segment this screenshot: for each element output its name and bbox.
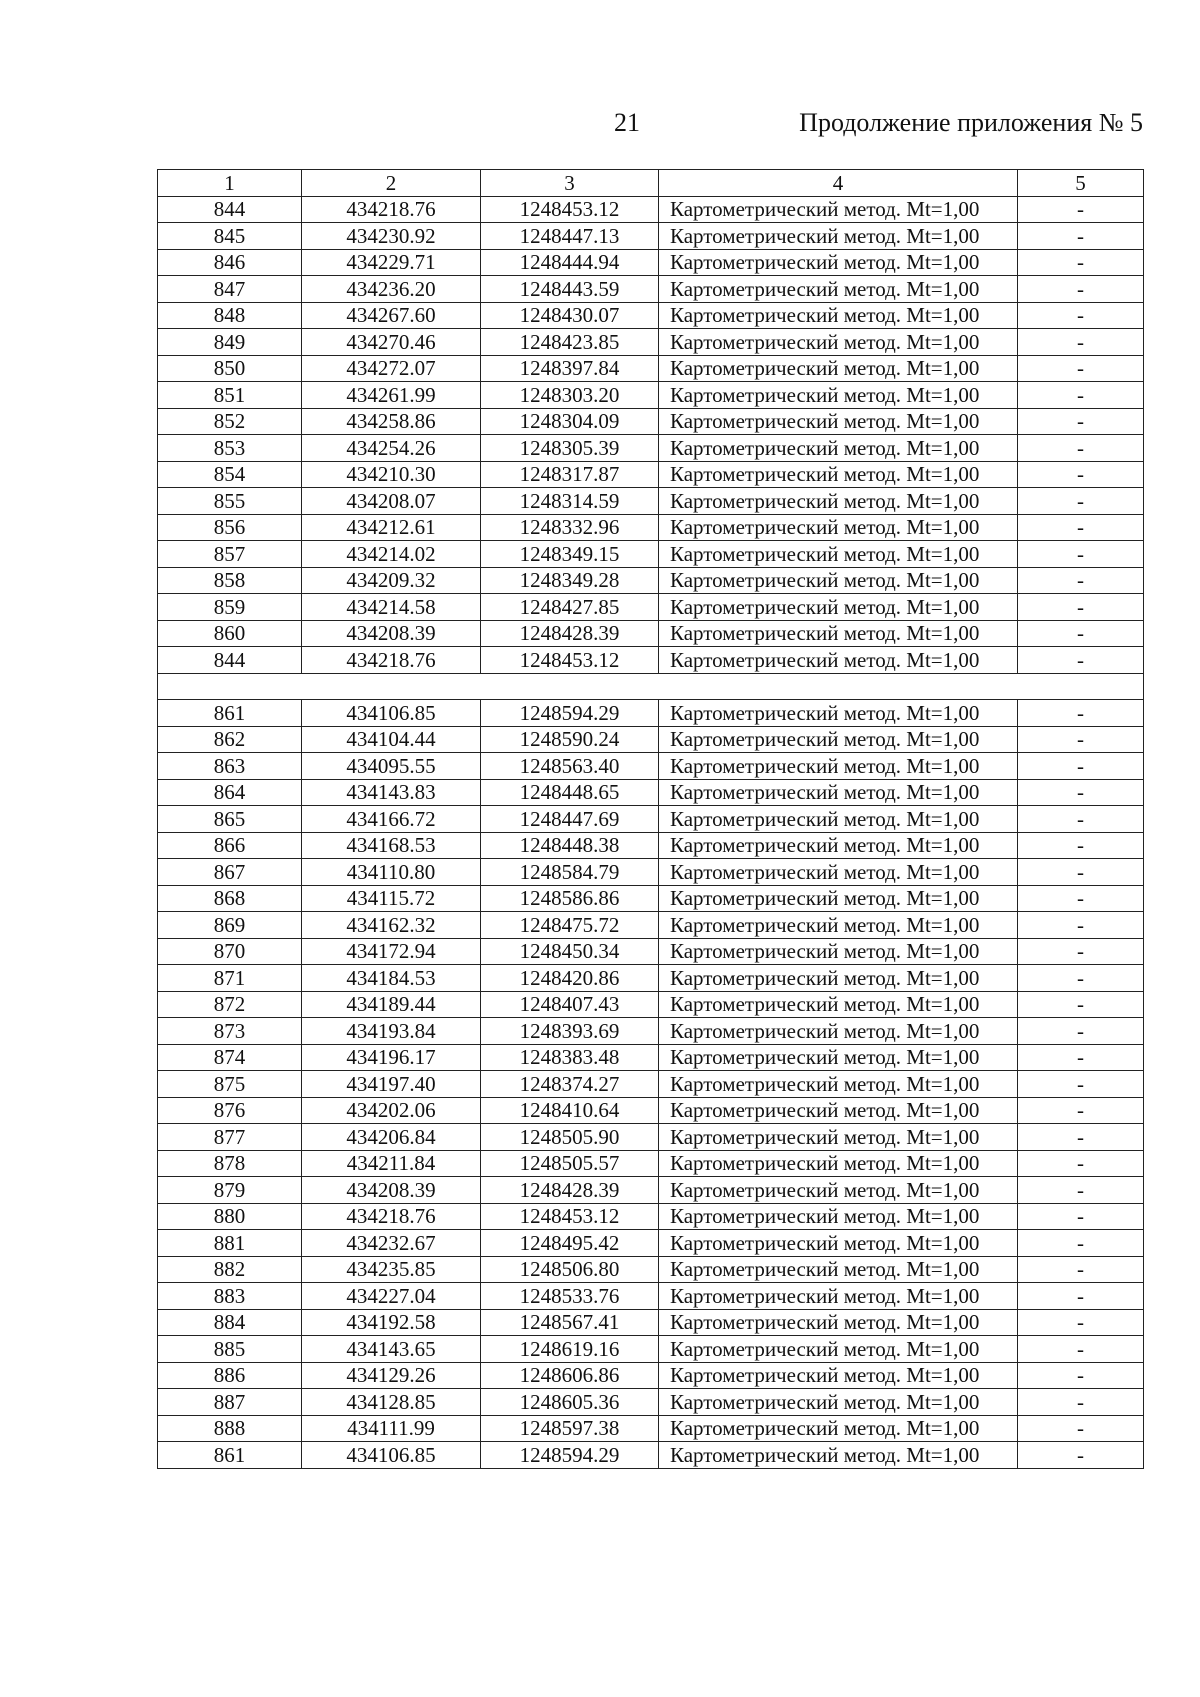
method-cell: Картометрический метод. Mt=1,00	[659, 1177, 1018, 1204]
x-coordinate-cell: 434166.72	[302, 806, 481, 833]
point-number-cell: 878	[158, 1150, 302, 1177]
y-coordinate-cell: 1248317.87	[481, 461, 659, 488]
point-number-cell: 885	[158, 1336, 302, 1363]
x-coordinate-cell: 434208.39	[302, 620, 481, 647]
table-row	[158, 1203, 1144, 1230]
method-cell: Картометрический метод. Mt=1,00	[659, 620, 1018, 647]
method-cell: Картометрический метод. Mt=1,00	[659, 1071, 1018, 1098]
method-cell: Картометрический метод. Mt=1,00	[659, 408, 1018, 435]
y-coordinate-cell: 1248567.41	[481, 1309, 659, 1336]
x-coordinate-cell: 434197.40	[302, 1071, 481, 1098]
y-coordinate-cell: 1248420.86	[481, 965, 659, 992]
y-coordinate-cell: 1248428.39	[481, 1177, 659, 1204]
y-coordinate-cell: 1248397.84	[481, 355, 659, 382]
separator-cell	[158, 673, 1144, 700]
table-row	[158, 726, 1144, 753]
point-number-cell: 874	[158, 1044, 302, 1071]
x-coordinate-cell: 434110.80	[302, 859, 481, 886]
accuracy-cell: -	[1018, 1309, 1144, 1336]
table-row	[158, 541, 1144, 568]
y-coordinate-cell: 1248586.86	[481, 885, 659, 912]
table-row	[158, 1283, 1144, 1310]
accuracy-cell: -	[1018, 223, 1144, 250]
point-number-cell: 844	[158, 647, 302, 674]
method-cell: Картометрический метод. Mt=1,00	[659, 567, 1018, 594]
y-coordinate-cell: 1248305.39	[481, 435, 659, 462]
point-number-cell: 883	[158, 1283, 302, 1310]
accuracy-cell: -	[1018, 249, 1144, 276]
method-cell: Картометрический метод. Mt=1,00	[659, 1256, 1018, 1283]
point-number-cell: 881	[158, 1230, 302, 1257]
accuracy-cell: -	[1018, 1415, 1144, 1442]
accuracy-cell: -	[1018, 461, 1144, 488]
table-row	[158, 991, 1144, 1018]
method-cell: Картометрический метод. Mt=1,00	[659, 1309, 1018, 1336]
accuracy-cell: -	[1018, 1336, 1144, 1363]
accuracy-cell: -	[1018, 276, 1144, 303]
x-coordinate-cell: 434227.04	[302, 1283, 481, 1310]
x-coordinate-cell: 434272.07	[302, 355, 481, 382]
accuracy-cell: -	[1018, 1150, 1144, 1177]
table-row	[158, 806, 1144, 833]
accuracy-cell: -	[1018, 382, 1144, 409]
point-number-cell: 857	[158, 541, 302, 568]
y-coordinate-cell: 1248453.12	[481, 647, 659, 674]
point-number-cell: 859	[158, 594, 302, 621]
method-cell: Картометрический метод. Mt=1,00	[659, 1203, 1018, 1230]
table-row	[158, 329, 1144, 356]
y-coordinate-cell: 1248505.57	[481, 1150, 659, 1177]
table-row	[158, 965, 1144, 992]
accuracy-cell: -	[1018, 435, 1144, 462]
y-coordinate-cell: 1248304.09	[481, 408, 659, 435]
y-coordinate-cell: 1248314.59	[481, 488, 659, 515]
point-number-cell: 861	[158, 700, 302, 727]
method-cell: Картометрический метод. Mt=1,00	[659, 991, 1018, 1018]
x-coordinate-cell: 434218.76	[302, 196, 481, 223]
point-number-cell: 877	[158, 1124, 302, 1151]
method-cell: Картометрический метод. Mt=1,00	[659, 1336, 1018, 1363]
accuracy-cell: -	[1018, 832, 1144, 859]
y-coordinate-cell: 1248606.86	[481, 1362, 659, 1389]
accuracy-cell: -	[1018, 1230, 1144, 1257]
point-number-cell: 872	[158, 991, 302, 1018]
table-row	[158, 1150, 1144, 1177]
y-coordinate-cell: 1248393.69	[481, 1018, 659, 1045]
method-cell: Картометрический метод. Mt=1,00	[659, 806, 1018, 833]
y-coordinate-cell: 1248505.90	[481, 1124, 659, 1151]
accuracy-cell: -	[1018, 726, 1144, 753]
accuracy-cell: -	[1018, 1203, 1144, 1230]
x-coordinate-cell: 434192.58	[302, 1309, 481, 1336]
method-cell: Картометрический метод. Mt=1,00	[659, 1150, 1018, 1177]
point-number-cell: 850	[158, 355, 302, 382]
y-coordinate-cell: 1248597.38	[481, 1415, 659, 1442]
method-cell: Картометрический метод. Mt=1,00	[659, 859, 1018, 886]
point-number-cell: 876	[158, 1097, 302, 1124]
point-number-cell: 865	[158, 806, 302, 833]
point-number-cell: 875	[158, 1071, 302, 1098]
point-number-cell: 864	[158, 779, 302, 806]
point-number-cell: 868	[158, 885, 302, 912]
y-coordinate-cell: 1248444.94	[481, 249, 659, 276]
x-coordinate-cell: 434104.44	[302, 726, 481, 753]
point-number-cell: 855	[158, 488, 302, 515]
y-coordinate-cell: 1248475.72	[481, 912, 659, 939]
method-cell: Картометрический метод. Mt=1,00	[659, 1442, 1018, 1469]
accuracy-cell: -	[1018, 196, 1144, 223]
table-row	[158, 408, 1144, 435]
x-coordinate-cell: 434196.17	[302, 1044, 481, 1071]
appendix-title: Продолжение приложения № 5	[799, 108, 1143, 137]
accuracy-cell: -	[1018, 965, 1144, 992]
column-header: 3	[481, 170, 659, 197]
x-coordinate-cell: 434211.84	[302, 1150, 481, 1177]
x-coordinate-cell: 434267.60	[302, 302, 481, 329]
table-row	[158, 647, 1144, 674]
table-row	[158, 1018, 1144, 1045]
table-row	[158, 1442, 1144, 1469]
x-coordinate-cell: 434218.76	[302, 1203, 481, 1230]
x-coordinate-cell: 434111.99	[302, 1415, 481, 1442]
table-row	[158, 1124, 1144, 1151]
page-number: 21	[614, 108, 640, 137]
y-coordinate-cell: 1248453.12	[481, 1203, 659, 1230]
method-cell: Картометрический метод. Mt=1,00	[659, 355, 1018, 382]
table-row	[158, 461, 1144, 488]
accuracy-cell: -	[1018, 885, 1144, 912]
y-coordinate-cell: 1248584.79	[481, 859, 659, 886]
y-coordinate-cell: 1248533.76	[481, 1283, 659, 1310]
table-row	[158, 1044, 1144, 1071]
x-coordinate-cell: 434208.39	[302, 1177, 481, 1204]
y-coordinate-cell: 1248443.59	[481, 276, 659, 303]
y-coordinate-cell: 1248427.85	[481, 594, 659, 621]
method-cell: Картометрический метод. Mt=1,00	[659, 249, 1018, 276]
method-cell: Картометрический метод. Mt=1,00	[659, 832, 1018, 859]
table-row	[158, 567, 1144, 594]
table-row	[158, 1362, 1144, 1389]
column-header: 1	[158, 170, 302, 197]
accuracy-cell: -	[1018, 329, 1144, 356]
column-header: 2	[302, 170, 481, 197]
y-coordinate-cell: 1248619.16	[481, 1336, 659, 1363]
column-header: 4	[659, 170, 1018, 197]
table-row	[158, 700, 1144, 727]
x-coordinate-cell: 434208.07	[302, 488, 481, 515]
x-coordinate-cell: 434129.26	[302, 1362, 481, 1389]
accuracy-cell: -	[1018, 1097, 1144, 1124]
y-coordinate-cell: 1248410.64	[481, 1097, 659, 1124]
point-number-cell: 854	[158, 461, 302, 488]
point-number-cell: 849	[158, 329, 302, 356]
method-cell: Картометрический метод. Mt=1,00	[659, 196, 1018, 223]
point-number-cell: 888	[158, 1415, 302, 1442]
y-coordinate-cell: 1248430.07	[481, 302, 659, 329]
x-coordinate-cell: 434270.46	[302, 329, 481, 356]
method-cell: Картометрический метод. Mt=1,00	[659, 647, 1018, 674]
accuracy-cell: -	[1018, 1283, 1144, 1310]
method-cell: Картометрический метод. Mt=1,00	[659, 329, 1018, 356]
x-coordinate-cell: 434115.72	[302, 885, 481, 912]
point-number-cell: 869	[158, 912, 302, 939]
accuracy-cell: -	[1018, 355, 1144, 382]
table-row	[158, 753, 1144, 780]
method-cell: Картометрический метод. Mt=1,00	[659, 1124, 1018, 1151]
y-coordinate-cell: 1248448.65	[481, 779, 659, 806]
table-row	[158, 355, 1144, 382]
x-coordinate-cell: 434172.94	[302, 938, 481, 965]
y-coordinate-cell: 1248332.96	[481, 514, 659, 541]
table-row	[158, 1309, 1144, 1336]
table-row	[158, 302, 1144, 329]
method-cell: Картометрический метод. Mt=1,00	[659, 1415, 1018, 1442]
method-cell: Картометрический метод. Mt=1,00	[659, 753, 1018, 780]
y-coordinate-cell: 1248594.29	[481, 700, 659, 727]
x-coordinate-cell: 434236.20	[302, 276, 481, 303]
x-coordinate-cell: 434214.02	[302, 541, 481, 568]
y-coordinate-cell: 1248383.48	[481, 1044, 659, 1071]
point-number-cell: 858	[158, 567, 302, 594]
method-cell: Картометрический метод. Mt=1,00	[659, 541, 1018, 568]
point-number-cell: 882	[158, 1256, 302, 1283]
method-cell: Картометрический метод. Mt=1,00	[659, 461, 1018, 488]
accuracy-cell: -	[1018, 620, 1144, 647]
table-row	[158, 514, 1144, 541]
y-coordinate-cell: 1248450.34	[481, 938, 659, 965]
table-header-row	[158, 170, 1144, 197]
y-coordinate-cell: 1248495.42	[481, 1230, 659, 1257]
table-row	[158, 1336, 1144, 1363]
x-coordinate-cell: 434106.85	[302, 700, 481, 727]
method-cell: Картометрический метод. Mt=1,00	[659, 779, 1018, 806]
point-number-cell: 863	[158, 753, 302, 780]
method-cell: Картометрический метод. Mt=1,00	[659, 1283, 1018, 1310]
point-number-cell: 853	[158, 435, 302, 462]
point-number-cell: 845	[158, 223, 302, 250]
table-row	[158, 594, 1144, 621]
point-number-cell: 851	[158, 382, 302, 409]
accuracy-cell: -	[1018, 567, 1144, 594]
y-coordinate-cell: 1248349.15	[481, 541, 659, 568]
method-cell: Картометрический метод. Mt=1,00	[659, 1362, 1018, 1389]
method-cell: Картометрический метод. Mt=1,00	[659, 1230, 1018, 1257]
point-number-cell: 856	[158, 514, 302, 541]
table-row	[158, 223, 1144, 250]
y-coordinate-cell: 1248349.28	[481, 567, 659, 594]
accuracy-cell: -	[1018, 1177, 1144, 1204]
x-coordinate-cell: 434235.85	[302, 1256, 481, 1283]
section-separator-row	[158, 673, 1144, 700]
point-number-cell: 873	[158, 1018, 302, 1045]
y-coordinate-cell: 1248506.80	[481, 1256, 659, 1283]
x-coordinate-cell: 434229.71	[302, 249, 481, 276]
method-cell: Картометрический метод. Mt=1,00	[659, 1044, 1018, 1071]
point-number-cell: 866	[158, 832, 302, 859]
point-number-cell: 847	[158, 276, 302, 303]
x-coordinate-cell: 434212.61	[302, 514, 481, 541]
method-cell: Картометрический метод. Mt=1,00	[659, 700, 1018, 727]
accuracy-cell: -	[1018, 779, 1144, 806]
x-coordinate-cell: 434189.44	[302, 991, 481, 1018]
accuracy-cell: -	[1018, 859, 1144, 886]
y-coordinate-cell: 1248447.13	[481, 223, 659, 250]
y-coordinate-cell: 1248374.27	[481, 1071, 659, 1098]
x-coordinate-cell: 434209.32	[302, 567, 481, 594]
y-coordinate-cell: 1248303.20	[481, 382, 659, 409]
y-coordinate-cell: 1248605.36	[481, 1389, 659, 1416]
x-coordinate-cell: 434143.65	[302, 1336, 481, 1363]
point-number-cell: 844	[158, 196, 302, 223]
point-number-cell: 880	[158, 1203, 302, 1230]
point-number-cell: 870	[158, 938, 302, 965]
table-row	[158, 938, 1144, 965]
table-row	[158, 1097, 1144, 1124]
table-row	[158, 885, 1144, 912]
point-number-cell: 846	[158, 249, 302, 276]
accuracy-cell: -	[1018, 1362, 1144, 1389]
method-cell: Картометрический метод. Mt=1,00	[659, 1097, 1018, 1124]
table-body	[158, 196, 1144, 1468]
method-cell: Картометрический метод. Mt=1,00	[659, 912, 1018, 939]
table-row	[158, 382, 1144, 409]
accuracy-cell: -	[1018, 1442, 1144, 1469]
x-coordinate-cell: 434206.84	[302, 1124, 481, 1151]
accuracy-cell: -	[1018, 1256, 1144, 1283]
method-cell: Картометрический метод. Mt=1,00	[659, 965, 1018, 992]
point-number-cell: 871	[158, 965, 302, 992]
x-coordinate-cell: 434143.83	[302, 779, 481, 806]
x-coordinate-cell: 434258.86	[302, 408, 481, 435]
point-number-cell: 862	[158, 726, 302, 753]
accuracy-cell: -	[1018, 302, 1144, 329]
table-row	[158, 1230, 1144, 1257]
table-row	[158, 832, 1144, 859]
accuracy-cell: -	[1018, 1124, 1144, 1151]
method-cell: Картометрический метод. Mt=1,00	[659, 435, 1018, 462]
point-number-cell: 867	[158, 859, 302, 886]
y-coordinate-cell: 1248590.24	[481, 726, 659, 753]
accuracy-cell: -	[1018, 938, 1144, 965]
table-row	[158, 1256, 1144, 1283]
x-coordinate-cell: 434168.53	[302, 832, 481, 859]
accuracy-cell: -	[1018, 700, 1144, 727]
point-number-cell: 861	[158, 1442, 302, 1469]
y-coordinate-cell: 1248453.12	[481, 196, 659, 223]
table-row	[158, 779, 1144, 806]
accuracy-cell: -	[1018, 408, 1144, 435]
accuracy-cell: -	[1018, 514, 1144, 541]
y-coordinate-cell: 1248428.39	[481, 620, 659, 647]
x-coordinate-cell: 434095.55	[302, 753, 481, 780]
x-coordinate-cell: 434214.58	[302, 594, 481, 621]
method-cell: Картометрический метод. Mt=1,00	[659, 726, 1018, 753]
method-cell: Картометрический метод. Mt=1,00	[659, 1018, 1018, 1045]
y-coordinate-cell: 1248448.38	[481, 832, 659, 859]
table-row	[158, 912, 1144, 939]
accuracy-cell: -	[1018, 594, 1144, 621]
accuracy-cell: -	[1018, 806, 1144, 833]
y-coordinate-cell: 1248563.40	[481, 753, 659, 780]
method-cell: Картометрический метод. Mt=1,00	[659, 488, 1018, 515]
accuracy-cell: -	[1018, 991, 1144, 1018]
accuracy-cell: -	[1018, 1044, 1144, 1071]
point-number-cell: 886	[158, 1362, 302, 1389]
column-header: 5	[1018, 170, 1144, 197]
point-number-cell: 848	[158, 302, 302, 329]
x-coordinate-cell: 434210.30	[302, 461, 481, 488]
accuracy-cell: -	[1018, 541, 1144, 568]
accuracy-cell: -	[1018, 753, 1144, 780]
method-cell: Картометрический метод. Mt=1,00	[659, 223, 1018, 250]
x-coordinate-cell: 434128.85	[302, 1389, 481, 1416]
x-coordinate-cell: 434162.32	[302, 912, 481, 939]
y-coordinate-cell: 1248594.29	[481, 1442, 659, 1469]
accuracy-cell: -	[1018, 488, 1144, 515]
table-row	[158, 276, 1144, 303]
method-cell: Картометрический метод. Mt=1,00	[659, 382, 1018, 409]
method-cell: Картометрический метод. Mt=1,00	[659, 938, 1018, 965]
y-coordinate-cell: 1248447.69	[481, 806, 659, 833]
x-coordinate-cell: 434232.67	[302, 1230, 481, 1257]
method-cell: Картометрический метод. Mt=1,00	[659, 1389, 1018, 1416]
accuracy-cell: -	[1018, 1071, 1144, 1098]
table-row	[158, 488, 1144, 515]
accuracy-cell: -	[1018, 912, 1144, 939]
y-coordinate-cell: 1248423.85	[481, 329, 659, 356]
x-coordinate-cell: 434230.92	[302, 223, 481, 250]
method-cell: Картометрический метод. Mt=1,00	[659, 885, 1018, 912]
table-row	[158, 196, 1144, 223]
x-coordinate-cell: 434218.76	[302, 647, 481, 674]
accuracy-cell: -	[1018, 1018, 1144, 1045]
table-row	[158, 620, 1144, 647]
x-coordinate-cell: 434106.85	[302, 1442, 481, 1469]
table-row	[158, 1415, 1144, 1442]
method-cell: Картометрический метод. Mt=1,00	[659, 302, 1018, 329]
point-number-cell: 879	[158, 1177, 302, 1204]
table-row	[158, 435, 1144, 462]
method-cell: Картометрический метод. Mt=1,00	[659, 594, 1018, 621]
x-coordinate-cell: 434193.84	[302, 1018, 481, 1045]
table-row	[158, 1071, 1144, 1098]
coordinates-table	[157, 169, 1144, 1469]
table-row	[158, 1177, 1144, 1204]
point-number-cell: 887	[158, 1389, 302, 1416]
method-cell: Картометрический метод. Mt=1,00	[659, 514, 1018, 541]
point-number-cell: 852	[158, 408, 302, 435]
x-coordinate-cell: 434254.26	[302, 435, 481, 462]
accuracy-cell: -	[1018, 1389, 1144, 1416]
table-row	[158, 249, 1144, 276]
x-coordinate-cell: 434202.06	[302, 1097, 481, 1124]
x-coordinate-cell: 434261.99	[302, 382, 481, 409]
point-number-cell: 860	[158, 620, 302, 647]
x-coordinate-cell: 434184.53	[302, 965, 481, 992]
table-row	[158, 859, 1144, 886]
accuracy-cell: -	[1018, 647, 1144, 674]
method-cell: Картометрический метод. Mt=1,00	[659, 276, 1018, 303]
y-coordinate-cell: 1248407.43	[481, 991, 659, 1018]
table-row	[158, 1389, 1144, 1416]
point-number-cell: 884	[158, 1309, 302, 1336]
